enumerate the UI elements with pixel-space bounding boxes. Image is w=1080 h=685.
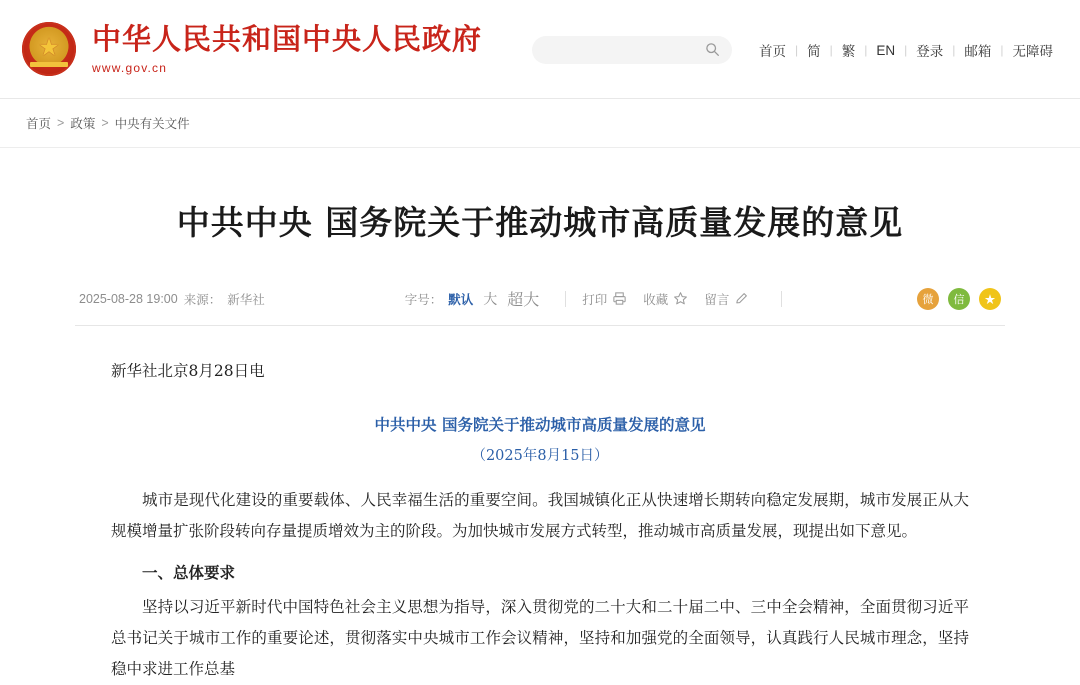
page-title: 中共中央 国务院关于推动城市高质量发展的意见: [176, 203, 904, 242]
source-name: 新华社: [227, 292, 265, 307]
source-label: 来源：: [183, 292, 222, 307]
favorite-label: 收藏: [643, 292, 669, 307]
fontsize-label: 字号：: [404, 292, 443, 307]
article-meta-bar: [75, 279, 1005, 326]
publish-datetime: 2025-08-28 19:00: [79, 291, 178, 306]
search-box[interactable]: [532, 36, 732, 64]
nav-separator: |: [864, 43, 868, 57]
fontsize-controls: [405, 287, 799, 310]
share-buttons: [917, 288, 1001, 310]
nav-separator: |: [904, 43, 908, 57]
meta-left: [79, 290, 265, 308]
nav-separator: |: [829, 43, 833, 57]
article: [75, 148, 1005, 685]
header-nav: [750, 40, 1062, 60]
paragraph: 城市是现代化建设的重要载体、人民幸福生活的重要空间。我国城镇化正从快速增长期转向稳定发展期，城市发展正从大规模增量扩张阶段转向存量提质增效为主的阶段。为加快城市发展方式转型，推动城市高质量发展，现提出如下意见。: [111, 490, 969, 540]
nav-item-english[interactable]: EN: [876, 42, 896, 58]
paragraph: 坚持以习近平新时代中国特色社会主义思想为指导，深入贯彻党的二十大和二十届二中、三中全会精神，全面贯彻习近平总书记关于城市工作的重要论述，贯彻落实中央城市工作会议精神，坚持和加强党的全面领导，认真践行人民城市理念，坚持稳中求进工作总基: [111, 597, 969, 678]
comment-label: 留言: [704, 292, 730, 307]
nav-separator: |: [1000, 43, 1004, 57]
nav-item-simplified[interactable]: 简: [807, 44, 821, 59]
breadcrumb-separator: >: [57, 116, 65, 130]
print-button[interactable]: [582, 290, 627, 308]
nav-item-mail[interactable]: 邮箱: [964, 44, 992, 59]
fontsize-large-button[interactable]: 大: [483, 290, 498, 307]
nav-item-home[interactable]: 首页: [758, 44, 786, 59]
breadcrumb-separator: >: [101, 116, 109, 130]
section-heading: 一、总体要求: [142, 562, 236, 582]
site-title: 中华人民共和国中央人民政府: [92, 21, 483, 56]
document-date: （2025年8月15日）: [471, 447, 609, 464]
site-brand[interactable]: [22, 22, 482, 76]
nav-separator: |: [794, 43, 799, 57]
breadcrumb: [0, 99, 1080, 148]
breadcrumb-item-home[interactable]: 首页: [26, 117, 52, 131]
nav-item-login[interactable]: 登录: [916, 44, 944, 59]
national-emblem-icon: [22, 22, 76, 76]
fontsize-xlarge-button[interactable]: 超大: [507, 292, 540, 310]
printer-icon: [612, 291, 627, 306]
site-header: [0, 0, 1080, 99]
article-body: [75, 356, 1005, 685]
brand-text: [92, 23, 482, 75]
nav-item-accessibility[interactable]: 无障碍: [1012, 44, 1053, 59]
nav-separator: |: [952, 43, 956, 57]
star-icon: [673, 291, 688, 306]
favorite-button[interactable]: [643, 290, 688, 308]
wechat-share-icon[interactable]: 信: [948, 288, 970, 310]
pencil-icon: [734, 291, 749, 306]
document-heading: 中共中央 国务院关于推动城市高质量发展的意见: [374, 414, 706, 434]
breadcrumb-item-central-documents[interactable]: 中央有关文件: [114, 117, 190, 131]
site-url: www.gov.cn: [92, 61, 168, 76]
search-icon[interactable]: [705, 42, 720, 57]
print-label: 打印: [582, 292, 608, 307]
meta-divider: [781, 291, 782, 307]
header-right: [532, 36, 1062, 64]
qzone-share-icon[interactable]: ★: [979, 288, 1001, 310]
meta-divider: [565, 291, 566, 307]
fontsize-default-button[interactable]: 默认: [448, 292, 474, 307]
breadcrumb-item-policy[interactable]: 政策: [70, 117, 96, 131]
weibo-share-icon[interactable]: 微: [917, 288, 939, 310]
comment-button[interactable]: [704, 290, 749, 308]
search-input[interactable]: [532, 36, 732, 64]
nav-item-traditional[interactable]: 繁: [841, 44, 856, 59]
dateline: 新华社北京8月28日电: [111, 361, 265, 380]
